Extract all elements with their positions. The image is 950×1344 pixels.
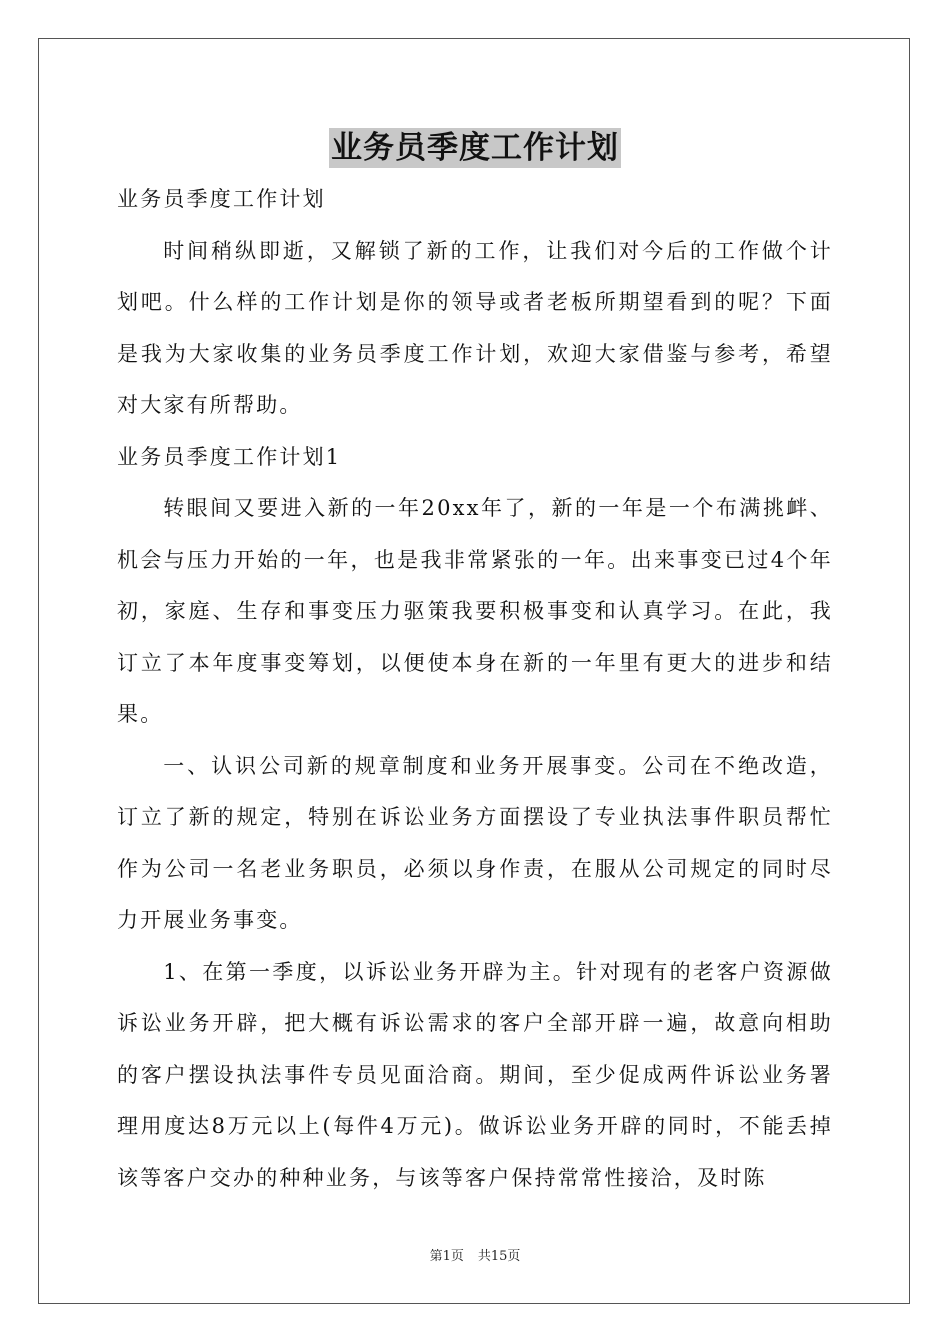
paragraph-heading: 业务员季度工作计划: [117, 187, 326, 211]
page-footer: [0, 1245, 950, 1264]
document-title: 业务员季度工作计划: [331, 130, 619, 166]
title-container: [0, 128, 950, 168]
document-body: [117, 174, 833, 1204]
page-number: 第1页: [429, 1249, 464, 1264]
page-total: 共15页: [477, 1249, 521, 1264]
section-heading: 业务员季度工作计划1: [117, 444, 342, 469]
paragraph: 转眼间又要进入新的一年20xx年了，新的一年是一个布满挑衅、机会与压力开始的一年，也是我非常紧张的一年。出来事变已过4个年初，家庭、生存和事变压力驱策我要积极事变和认真学习。在此，我订立了本年度事变筹划，以便使本身在新的一年里有更大的进步和结果。: [117, 496, 833, 726]
paragraph-intro: 时间稍纵即逝，又解锁了新的工作，让我们对今后的工作做个计划吧。什么样的工作计划是你的领导或者老板所期望看到的呢？下面是我为大家收集的业务员季度工作计划，欢迎大家借鉴与参考，希望对大家有所帮助。: [117, 238, 833, 417]
paragraph: 1、在第一季度，以诉讼业务开辟为主。针对现有的老客户资源做诉讼业务开辟，把大概有诉讼需求的客户全部开辟一遍，故意向相助的客户摆设执法事件专员见面洽商。期间，至少促成两件诉讼业务署理用度达8万元以上(每件4万元)。做诉讼业务开辟的同时，不能丢掉该等客户交办的种种业务，与该等客户保持常常性接洽，及时陈: [117, 959, 833, 1190]
paragraph: 一、认识公司新的规章制度和业务开展事变。公司在不绝改造，订立了新的规定，特别在诉讼业务方面摆设了专业执法事件职员帮忙作为公司一名老业务职员，必须以身作责，在服从公司规定的同时尽力开展业务事变。: [117, 753, 833, 932]
